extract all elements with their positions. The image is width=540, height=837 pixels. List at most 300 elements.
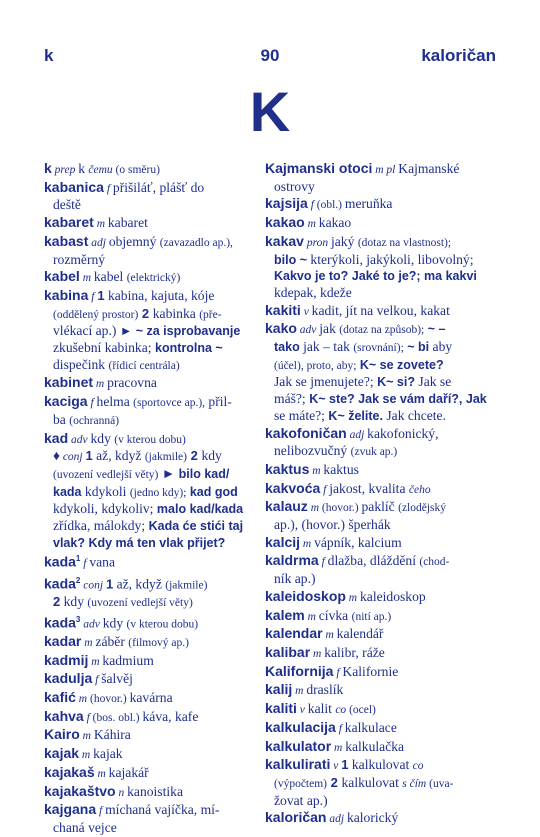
gloss-note: (v kterou dobu) [126, 618, 199, 631]
dictionary-line [44, 594, 259, 612]
entry-text: kdykoli [81, 483, 130, 499]
dictionary-line [265, 408, 500, 425]
phrase: malo kad/kada [153, 502, 244, 517]
left-column [44, 160, 259, 837]
entry-text: dlažba, dláždění [327, 553, 420, 569]
phrase: Kakvo je to? [274, 269, 349, 284]
gloss-note: (chod- [419, 556, 450, 569]
case-label: s čím [402, 777, 427, 790]
dictionary-line [265, 738, 500, 757]
entry-text: ♦ [53, 448, 60, 464]
dictionary-line [44, 287, 259, 306]
phrase: Kdy má ten vlak přijet? [84, 535, 226, 550]
dictionary-line [44, 670, 259, 689]
grammar-label: f [88, 290, 98, 303]
dictionary-line [265, 233, 500, 252]
gloss-note: (jedno kdy); [129, 486, 187, 499]
headword: kad [44, 429, 69, 446]
dictionary-line [265, 391, 500, 408]
gloss-note: (ocel) [346, 704, 376, 717]
dictionary-line [265, 320, 500, 339]
entry-text: kalkulačka [345, 738, 405, 754]
headword: kada [44, 614, 76, 631]
entry-text: žovat ap.) [274, 792, 328, 808]
dictionary-line [265, 498, 500, 517]
grammar-label: adj [346, 428, 368, 441]
gloss-note: (hovor.) [321, 502, 362, 515]
dictionary-line [265, 160, 500, 179]
sense-number: 1 [85, 448, 93, 464]
dictionary-line [265, 700, 500, 719]
dictionary-line [44, 633, 259, 652]
grammar-label: m [94, 767, 109, 780]
entry-text: jakost, kvalita [329, 480, 409, 496]
headword: kadmij [44, 651, 89, 668]
phrase: kada [53, 484, 82, 499]
dictionary-line [265, 179, 500, 196]
grammar-label: adv [68, 433, 91, 446]
headword: kaleidoskop [265, 587, 346, 604]
entry-text: rozměrný [53, 251, 106, 267]
phrase: za isprobavanje [146, 324, 241, 339]
headword: kako [265, 320, 297, 337]
dictionary-line [44, 689, 259, 708]
headword: kalkulator [265, 737, 332, 754]
phrase: ~ bi [403, 340, 430, 355]
entry-text: ostrovy [274, 178, 315, 194]
entry-text: chaná vejce [53, 819, 117, 835]
dictionary-line [265, 588, 500, 607]
entry-text: až, když [113, 576, 166, 592]
entry-text: kadit, jít na velkou, kakat [311, 302, 450, 318]
grammar-label: m [81, 636, 96, 649]
entry-text: Kalifornie [342, 663, 399, 679]
phrase: K~ ste? [305, 392, 355, 407]
entry-text: kdykoli, kdykoliv; [53, 501, 154, 517]
entry-text: Jak chcete. [382, 407, 446, 423]
entry-text: ► [158, 465, 179, 481]
entry-text: kalendář [336, 626, 384, 642]
headword: kaciga [44, 393, 88, 410]
entry-text: šperhák [348, 517, 391, 533]
dictionary-line [44, 551, 259, 572]
grammar-label: m [304, 610, 319, 623]
phrase: K~ želite. [324, 408, 383, 423]
entry-text: paklíč [361, 499, 399, 515]
grammar-label: f [92, 674, 102, 687]
sense-number: 1 [341, 757, 349, 773]
dictionary-line [265, 552, 500, 571]
entry-text: kalkulovat [348, 757, 413, 773]
headword: kahva [44, 707, 84, 724]
dictionary-line [44, 323, 259, 340]
running-head-right: kaloričan [421, 46, 496, 65]
grammar-label: m [322, 629, 337, 642]
grammar-label: m [304, 218, 319, 231]
dictionary-line [265, 809, 500, 828]
dictionary-line [44, 160, 259, 179]
headword: kakvoća [265, 479, 321, 496]
phrase: Jak se vám daří?, Jak [354, 392, 487, 407]
entry-text: káva, kafe [142, 708, 199, 724]
headword: kalem [265, 606, 305, 623]
grammar-label: m [93, 378, 108, 391]
dictionary-line [44, 340, 259, 357]
grammar-label: m [307, 502, 322, 515]
entry-text: kdy [60, 593, 88, 609]
headword: kajgana [44, 801, 97, 818]
dictionary-line [44, 430, 259, 449]
grammar-label: f [320, 483, 330, 496]
dictionary-line [265, 195, 500, 214]
gloss-note: (jakmile) [165, 579, 208, 592]
entry-text: vana [89, 555, 115, 570]
grammar-label: m [79, 730, 94, 743]
headword: kajakaš [44, 763, 95, 780]
dictionary-line [44, 466, 259, 484]
grammar-label: v [330, 760, 342, 773]
dictionary-line [265, 268, 500, 285]
gloss-note: (dotaz na způsob); [339, 324, 425, 337]
dictionary-line [44, 708, 259, 727]
right-column [265, 160, 500, 828]
headword: kakiti [265, 301, 301, 318]
grammar-label: m [310, 647, 325, 660]
headword: kabanica [44, 178, 104, 195]
dictionary-line [265, 571, 500, 588]
phrase: Kada će stići taj [145, 519, 244, 534]
gloss-note: (filmový ap.) [128, 636, 189, 649]
entry-text: meruňka [344, 196, 393, 212]
grammar-label: adj [326, 813, 347, 826]
headword: kajak [44, 745, 80, 762]
entry-text: kaleidoskop [359, 588, 426, 604]
dictionary-line [44, 764, 259, 783]
headword: kalendar [265, 625, 323, 642]
grammar-label: m [309, 464, 324, 477]
dictionary-line [265, 775, 500, 793]
entry-text: jak – tak [299, 339, 354, 355]
entry-text: zřídka, málokdy; [53, 518, 146, 534]
entry-text: draslík [306, 682, 344, 698]
grammar-label: m pl [372, 164, 399, 176]
entry-text: cívka [318, 607, 352, 623]
entry-text: kalit [307, 701, 336, 717]
grammar-label: m [88, 655, 103, 668]
headword: kada [44, 575, 76, 592]
headword: kajakaštvo [44, 782, 116, 799]
dictionary-line [44, 820, 259, 837]
phrase: K~ se zovete? [356, 357, 444, 372]
dictionary-line [44, 518, 259, 535]
headword: kaldrma [265, 552, 319, 569]
entry-text: Jak se [415, 374, 452, 390]
entry-text: ba [53, 411, 70, 427]
dictionary-line [44, 252, 259, 269]
phrase: bilo ~ [274, 252, 307, 267]
entry-text: se máte?; [274, 407, 325, 423]
dictionary-line [265, 719, 500, 738]
gloss-note: (účel), proto, aby; [274, 359, 357, 372]
headword: kabaret [44, 214, 94, 231]
sense-number: 2 [327, 774, 342, 790]
entry-text: ník ap.) [274, 571, 316, 587]
gloss-note: (ochranná) [69, 414, 120, 427]
grammar-label: f [87, 397, 97, 410]
gloss-note: (řídicí centrála) [108, 359, 180, 372]
grammar-label: m [79, 272, 94, 285]
dictionary-line [44, 726, 259, 745]
grammar-label: f [96, 805, 106, 818]
grammar-label: adv [296, 324, 320, 337]
dictionary-line [44, 306, 259, 324]
dictionary-line [44, 393, 259, 412]
dictionary-line [44, 233, 259, 252]
headword: kajsija [265, 195, 308, 212]
grammar-label: m [300, 537, 315, 550]
gloss-note: (zavazadlo ap.), [159, 236, 233, 249]
grammar-label: f [333, 666, 343, 679]
entry-text: záběr [95, 633, 129, 649]
gloss-note: (oddělený prostor) [53, 308, 139, 321]
dictionary-line [44, 783, 259, 802]
grammar-label: f [103, 182, 113, 195]
gloss-note: (dotaz na vlastnost); [357, 236, 452, 249]
grammar-label: v [300, 305, 312, 318]
dictionary-line [265, 285, 500, 302]
running-head-left: k [44, 46, 54, 65]
entry-text: kalkulace [344, 719, 397, 735]
dictionary-line [44, 197, 259, 214]
grammar-label: m [292, 685, 307, 698]
entry-text: deště [53, 197, 81, 213]
headword: kakofoničan [265, 424, 347, 441]
gloss-note: (elektrický) [126, 272, 181, 285]
gloss-note: (uvození vedlejší věty) [53, 468, 159, 481]
entry-text: šalvěj [101, 671, 133, 687]
grammar-label: prep [51, 164, 79, 176]
entry-text: jaký [331, 233, 358, 249]
headword: kada [44, 554, 76, 570]
entry-text: pracovna [107, 375, 157, 391]
headword: kadulja [44, 670, 93, 687]
dictionary-line [44, 412, 259, 430]
dictionary-line [265, 443, 500, 461]
gloss-note: (hovor.) [89, 692, 130, 705]
headword: kabast [44, 232, 89, 249]
dictionary-line [265, 607, 500, 626]
phrase: bilo kad/ [178, 466, 230, 481]
dictionary-line [265, 214, 500, 233]
phrase: kontrolna ~ [151, 341, 223, 356]
entry-text: ap.), (hovor.) [274, 517, 349, 533]
headword: kaliti [265, 700, 297, 717]
case-label: co [412, 760, 424, 773]
entry-text: kajak [93, 746, 123, 762]
grammar-label: m [345, 591, 360, 604]
grammar-label: f [335, 722, 345, 735]
grammar-label: conj [80, 579, 106, 592]
entry-text: Káhira [93, 727, 131, 743]
gloss-note: (srovnání); [353, 342, 404, 355]
gloss-note: (pře- [199, 308, 222, 321]
gloss-note: (bos. obl.) [92, 711, 143, 724]
dictionary-line [265, 644, 500, 663]
grammar-label: f [83, 711, 93, 724]
entry-text: přil- [205, 394, 232, 410]
dictionary-line [265, 425, 500, 444]
dictionary-line [44, 214, 259, 233]
grammar-label: conj [59, 451, 86, 464]
headword: kalkulirati [265, 756, 331, 773]
grammar-label: f [80, 558, 90, 570]
entry-text: kajakář [108, 764, 149, 780]
dictionary-line [44, 357, 259, 375]
entry-text: zkušební kabinka; [53, 340, 152, 356]
sense-number: 2 [186, 448, 202, 464]
entry-text: kanoistika [127, 783, 183, 799]
section-letter: K [249, 80, 291, 143]
entry-text: kadmium [102, 652, 154, 668]
entry-text: kabel [93, 269, 127, 285]
grammar-label: m [331, 741, 346, 754]
entry-text: vápník, kalcium [314, 534, 402, 550]
dictionary-line [44, 268, 259, 287]
phrase: ~ – [424, 322, 446, 337]
entry-text: kavárna [129, 689, 173, 705]
phrase: ► ~ [116, 324, 147, 339]
sense-number: 1 [105, 576, 114, 592]
gloss-note: (nití ap.) [351, 610, 392, 623]
dictionary-line [44, 573, 259, 594]
dictionary-line [265, 793, 500, 810]
case-label: co [335, 704, 347, 717]
gloss-note: (obl.) [316, 199, 345, 212]
dictionary-line [265, 461, 500, 480]
entry-text: kterýkoli, jakýkoli, libovolný; [307, 251, 474, 267]
headword: kalauz [265, 498, 308, 515]
entry-text: až, když [92, 448, 145, 464]
dictionary-line [44, 745, 259, 764]
headword: kalkulacija [265, 718, 336, 735]
entry-text: kdy [102, 615, 127, 631]
sense-number: 2 [138, 305, 153, 321]
gloss-note: (v kterou dobu) [114, 433, 186, 446]
gloss-note: (zlodějský [398, 502, 447, 515]
dictionary-line [44, 535, 259, 552]
grammar-label: m [79, 749, 94, 762]
phrase: vlak? [53, 535, 85, 550]
entry-text: kdy [201, 448, 222, 464]
dictionary-line [44, 484, 259, 502]
dictionary-line [44, 179, 259, 198]
headword: kakao [265, 214, 305, 231]
sense-number: 1 [97, 287, 105, 303]
entry-text: Jak se jmenujete?; [274, 374, 374, 390]
dictionary-line [265, 534, 500, 553]
headword: kadar [44, 632, 82, 649]
entry-text: nelibozvučný [274, 443, 351, 459]
entry-text: jak [319, 321, 340, 337]
gloss-note: (o směru) [112, 164, 160, 176]
entry-text: kabinka [152, 305, 200, 321]
dictionary-line [265, 681, 500, 700]
entry-text: kaktus [323, 461, 359, 477]
entry-text: kalorický [346, 810, 399, 826]
sense-number: 2 [53, 593, 61, 609]
grammar-label: f [307, 199, 317, 212]
entry-text: k [78, 161, 89, 176]
gloss-note: (uvození vedlejší věty) [87, 596, 193, 609]
homonym-number: 1 [75, 554, 81, 564]
headword: kalibar [265, 643, 311, 660]
dictionary-line [44, 501, 259, 518]
dictionary-line [265, 480, 500, 499]
entry-text: kabina, kajuta, kóje [104, 287, 215, 303]
entry-text: objemný [108, 233, 160, 249]
dictionary-line [265, 302, 500, 321]
homonym-number: 2 [75, 575, 81, 585]
entry-text: kakofonický, [367, 425, 439, 441]
dictionary-line [44, 801, 259, 820]
entry-text: kdy [90, 430, 115, 446]
dictionary-line [265, 252, 500, 269]
grammar-label: m [75, 692, 90, 705]
case-label: čemu [88, 164, 113, 176]
dictionary-line [265, 625, 500, 644]
entry-text: aby [429, 339, 453, 355]
dictionary-line [265, 357, 500, 375]
dictionary-line [44, 612, 259, 633]
dictionary-line [265, 663, 500, 682]
grammar-label: v [296, 704, 308, 717]
entry-text: helma [96, 394, 134, 410]
headword: kalcij [265, 533, 301, 550]
entry-text: máš?; [274, 391, 306, 407]
page-number: 90 [260, 46, 280, 65]
entry-text: Kajmanské [398, 161, 460, 176]
headword: kafić [44, 688, 76, 705]
headword: k [44, 160, 52, 176]
grammar-label: pron [303, 236, 331, 249]
homonym-number: 3 [75, 614, 81, 624]
dictionary-line [265, 374, 500, 391]
phrase: ma kakvi [420, 269, 477, 284]
dictionary-line [44, 374, 259, 393]
headword: kabel [44, 268, 80, 285]
entry-text: kalibr, ráže [324, 644, 385, 660]
entry-text: kabaret [107, 215, 148, 231]
entry-text: kakao [318, 215, 352, 231]
headword: kabinet [44, 374, 94, 391]
dictionary-line [265, 756, 500, 775]
headword: kakav [265, 232, 304, 249]
gloss-note: (sportovce ap.), [133, 397, 206, 410]
phrase: Jaké to je?; [348, 269, 421, 284]
entry-text: míchaná vajíčka, mí- [105, 802, 220, 818]
grammar-label: adj [88, 236, 109, 249]
gloss-note: (zvuk ap.) [350, 446, 398, 459]
grammar-label: f [318, 556, 328, 569]
phrase: kad god [186, 484, 238, 499]
entry-text: vlékací ap.) [53, 323, 117, 339]
headword: kaloričan [265, 809, 327, 826]
headword: kabina [44, 286, 89, 303]
entry-text: dispečink [53, 356, 109, 372]
entry-text: kdepak, kdeže [274, 284, 352, 300]
gloss-note: (jakmile) [144, 451, 187, 464]
phrase: tako [274, 340, 300, 355]
